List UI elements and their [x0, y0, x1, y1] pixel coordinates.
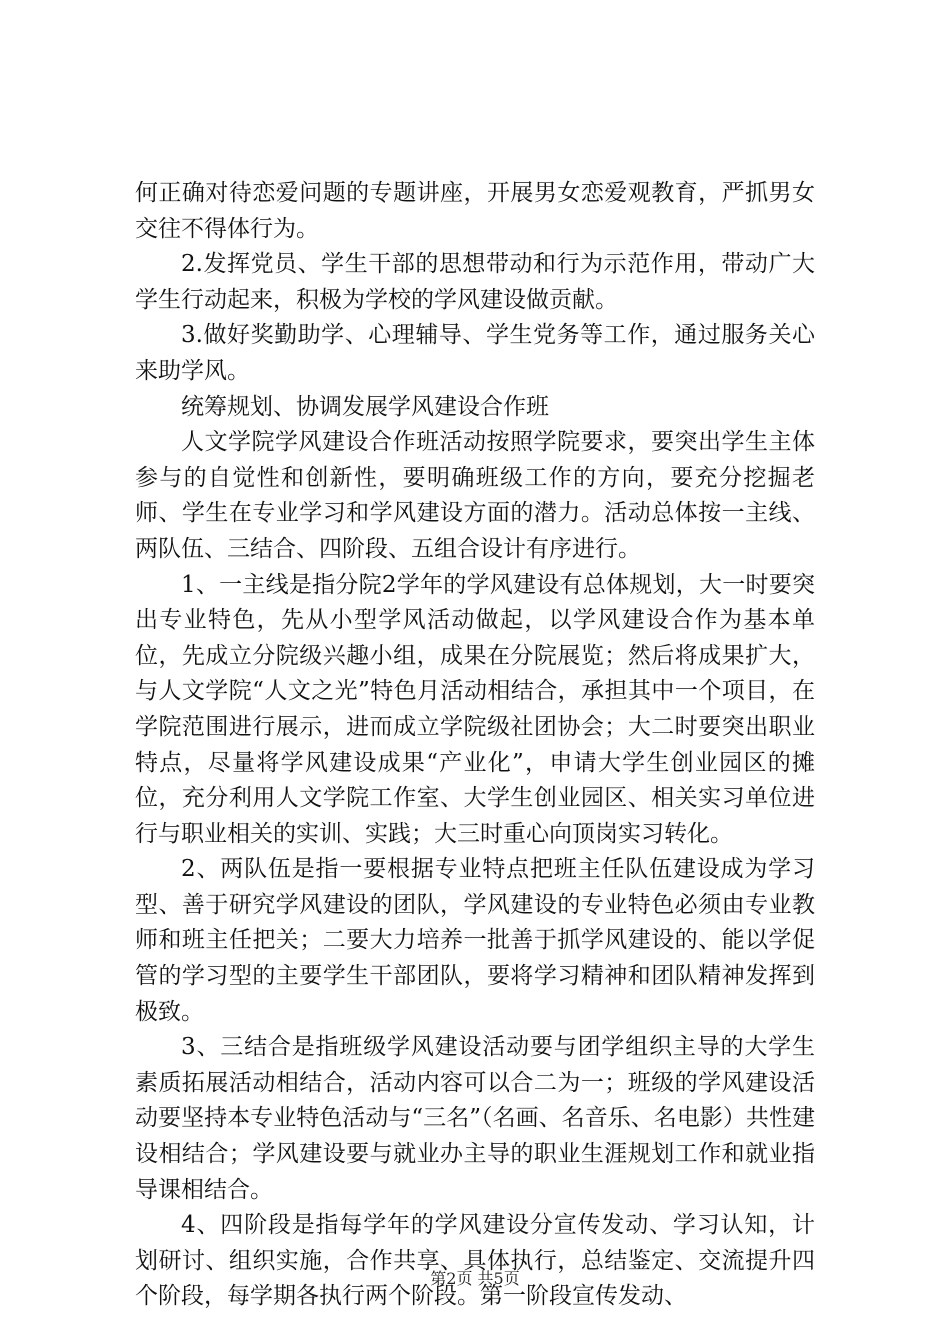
paragraph: 3、三结合是指班级学风建设活动要与团学组织主导的大学生素质拓展活动相结合，活动内容可以合二为一；班级的学风建设活动要坚持本专业特色活动与“三名”（名画、名音乐、名电影）共性建设相结合；学风建设要与就业办主导的职业生涯规划工作和就业指导课相结合。 [135, 1034, 815, 1203]
page-body [135, 176, 815, 1315]
paragraph: 2.发挥党员、学生干部的思想带动和行为示范作用，带动广大学生行动起来，积极为学校的学风建设做贡献。 [135, 251, 815, 313]
paragraph: 何正确对待恋爱问题的专题讲座，开展男女恋爱观教育，严抓男女交往不得体行为。 [135, 180, 815, 242]
page-footer: 第2页 共5页 [430, 1269, 520, 1288]
paragraph: 1、一主线是指分院2学年的学风建设有总体规划，大一时要突出专业特色，先从小型学风活动做起，以学风建设合作为基本单位，先成立分院级兴趣小组，成果在分院展览；然后将成果扩大，与人文学院“人文之光”特色月活动相结合，承担其中一个项目，在学院范围进行展示，进而成立学院级社团协会；大二时要突出职业特点，尽量将学风建设成果“产业化”，申请大学生创业园区的摊位，充分利用人文学院工作室、大学生创业园区、相关实习单位进行与职业相关的实训、实践；大三时重心向顶岗实习转化。 [135, 571, 815, 847]
paragraph: 4、四阶段是指每学年的学风建设分宣传发动、学习认知，计划研讨、组织实施，合作共享、具体执行，总结鉴定、交流提升四个阶段，每学期各执行两个阶段。第一阶段宣传发动、 [135, 1212, 815, 1310]
section-heading: 统筹规划、协调发展学风建设合作班 [181, 393, 549, 420]
paragraph: 人文学院学风建设合作班活动按照学院要求，要突出学生主体参与的自觉性和创新性，要明确班级工作的方向，要充分挖掘老师、学生在专业学习和学风建设方面的潜力。活动总体按一主线、两队伍、三结合、四阶段、五组合设计有序进行。 [135, 429, 815, 562]
paragraph: 3.做好奖勤助学、心理辅导、学生党务等工作，通过服务关心来助学风。 [135, 322, 815, 384]
paragraph: 2、两队伍是指一要根据专业特点把班主任队伍建设成为学习型、善于研究学风建设的团队，学风建设的专业特色必须由专业教师和班主任把关；二要大力培养一批善于抓学风建设的、能以学促管的学习型的主要学生干部团队，要将学习精神和团队精神发挥到极致。 [135, 856, 815, 1025]
